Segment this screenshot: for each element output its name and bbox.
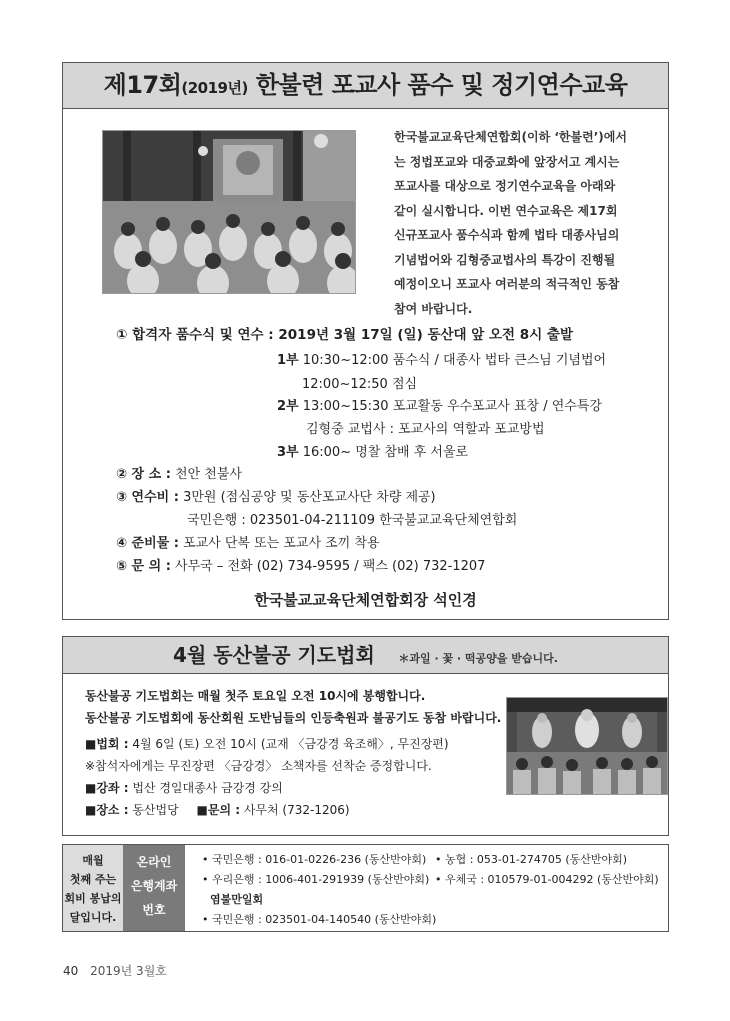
item-ceremony: ① 합격자 품수식 및 연수 : 2019년 3월 17일 (일) 동산대 앞 오전 8시 출발	[116, 327, 574, 343]
payment-label-cell	[123, 845, 185, 931]
prayer-law-label: ■법회 :	[85, 737, 129, 751]
item-inquiry-label: ⑤ 문 의 :	[116, 559, 171, 574]
session-1	[277, 349, 606, 368]
item-prep-text: 포교사 단복 또는 포교사 조끼 착용	[178, 536, 380, 551]
session-2-sub: 김형중 교법사 : 포교사의 역할과 포교방법	[306, 422, 545, 437]
payment-box	[62, 844, 669, 932]
signature: 한국불교교육단체연합회장 석인경	[254, 591, 477, 609]
ceremony-photo-image	[103, 131, 355, 293]
prayer-note: ※참석자에게는 무진장편 〈금강경〉 소책자를 선착순 증정합니다.	[85, 759, 432, 773]
prayer-service-box	[62, 636, 669, 836]
item-inquiry	[116, 555, 485, 574]
altar-photo	[506, 697, 668, 795]
seminar-title-main: 제17회	[103, 71, 182, 99]
intro-line: 참여 바랍니다.	[394, 301, 473, 316]
prayer-place-label: ■장소 :	[85, 803, 129, 817]
item-prep-label: ④ 준비물 :	[116, 536, 179, 551]
account-post: • 우체국 : 010579-01-004292 (동산반야회)	[435, 873, 659, 886]
seminar-title-rest: 한불련 포교사 품수 및 정기연수교육	[247, 71, 628, 99]
account-kookmin-1: • 국민은행 : 016-01-0226-236 (동산반야회)	[202, 853, 427, 866]
account-woori: • 우리은행 : 1006-401-291939 (동산반야회)	[202, 873, 430, 886]
account-kookmin-2: • 국민은행 : 023501-04-140540 (동산반야회)	[202, 913, 437, 926]
seminar-title-year: (2019년)	[181, 79, 248, 97]
session-1-sub: 12:00~12:50 점심	[302, 377, 418, 392]
prayer-place-text: 동산법당	[128, 803, 179, 817]
prayer-lecture-text: 법산 경일대종사 금강경 강의	[128, 781, 283, 795]
session-2-text: 13:00~15:30 포교활동 우수포교사 표창 / 연수특강	[298, 399, 602, 414]
prayer-place-inquiry	[85, 801, 350, 818]
item-place-text: 천안 천불사	[170, 467, 242, 482]
intro-line: 기념법어와 김형중교법사의 특강이 진행될	[394, 252, 616, 267]
prayer-inquiry-label: ■문의 :	[196, 803, 241, 817]
intro-line: 같이 실시합니다. 이번 연수교육은 제17회	[394, 203, 618, 218]
session-2	[277, 395, 602, 414]
prayer-line-1: 동산불공 기도법회는 매월 첫주 토요일 오전 10시에 봉행합니다.	[85, 689, 426, 703]
account-nonghyup: • 농협 : 053-01-274705 (동산반야회)	[435, 853, 628, 866]
session-1-text: 10:30~12:00 품수식 / 대종사 법타 큰스님 기념법어	[298, 353, 607, 368]
intro-line: 예정이오니 포교사 여러분의 적극적인 동참	[394, 277, 620, 291]
session-3	[277, 441, 468, 460]
item-prep	[116, 532, 380, 551]
intro-line: 포교사를 대상으로 정기연수교육을 아래와	[394, 179, 616, 193]
intro-line: 는 정법포교와 대중교화에 앞장서고 계시는	[394, 154, 620, 169]
payment-notice-cell	[63, 845, 123, 931]
label-line: 은행계좌	[130, 879, 178, 893]
prayer-title: 4월 동산불공 기도법회	[173, 643, 375, 667]
altar-photo-image	[507, 698, 667, 794]
notice-line: 매월	[82, 854, 104, 867]
ceremony-photo	[102, 130, 356, 294]
seminar-intro	[394, 125, 644, 321]
item-inquiry-text: 사무국 – 전화 (02) 734-9595 / 팩스 (02) 732-1207	[170, 559, 486, 574]
session-1-label: 1부	[277, 353, 299, 368]
session-3-label: 3부	[277, 445, 299, 460]
notice-line: 회비 봉납의	[64, 892, 122, 905]
issue-label: 2019년 3월호	[90, 964, 167, 978]
item-place	[116, 463, 242, 482]
prayer-subtitle: ＊과일 · 꽃 · 떡공양을 받습니다.	[398, 652, 558, 665]
item-place-label: ② 장 소 :	[116, 467, 171, 482]
page-number: 40	[63, 964, 79, 978]
intro-line: 신규포교사 품수식과 함께 법타 대종사님의	[394, 228, 620, 242]
item-fee	[116, 486, 436, 505]
notice-line: 첫째 주는	[69, 873, 117, 886]
session-3-text: 16:00~ 명찰 참배 후 서울로	[298, 445, 469, 460]
prayer-lecture-label: ■강좌 :	[85, 781, 129, 795]
prayer-line-2: 동산불공 기도법회에 동산회원 도반님들의 인등축원과 불공기도 동참 바랍니다.	[85, 711, 502, 725]
intro-line: 한국불교교육단체연합회(이하 ‘한불련’)에서	[394, 130, 627, 144]
seminar-title-bar	[63, 63, 668, 109]
session-2-label: 2부	[277, 399, 299, 414]
notice-line: 달입니다.	[69, 911, 117, 924]
prayer-lecture	[85, 779, 283, 796]
label-line: 온라인	[136, 855, 172, 869]
prayer-title-bar	[63, 637, 668, 674]
prayer-inquiry-text: 사무처 (732-1206)	[240, 803, 350, 817]
item-fee-text: 3만원 (점심공양 및 동산포교사단 차량 제공)	[178, 490, 436, 505]
item-fee-account: 국민은행 : 023501-04-211109 한국불교교육단체연합회	[187, 513, 518, 528]
item-fee-label: ③ 연수비 :	[116, 490, 179, 505]
label-line: 번호	[142, 903, 166, 917]
seminar-notice-box	[62, 62, 669, 620]
prayer-law-text: 4월 6일 (토) 오전 10시 (교재 〈금강경 육조해〉, 무진장편)	[128, 737, 449, 751]
prayer-law	[85, 735, 449, 752]
yeombul-section: 염불만일회	[210, 893, 264, 906]
page-footer	[63, 962, 167, 979]
